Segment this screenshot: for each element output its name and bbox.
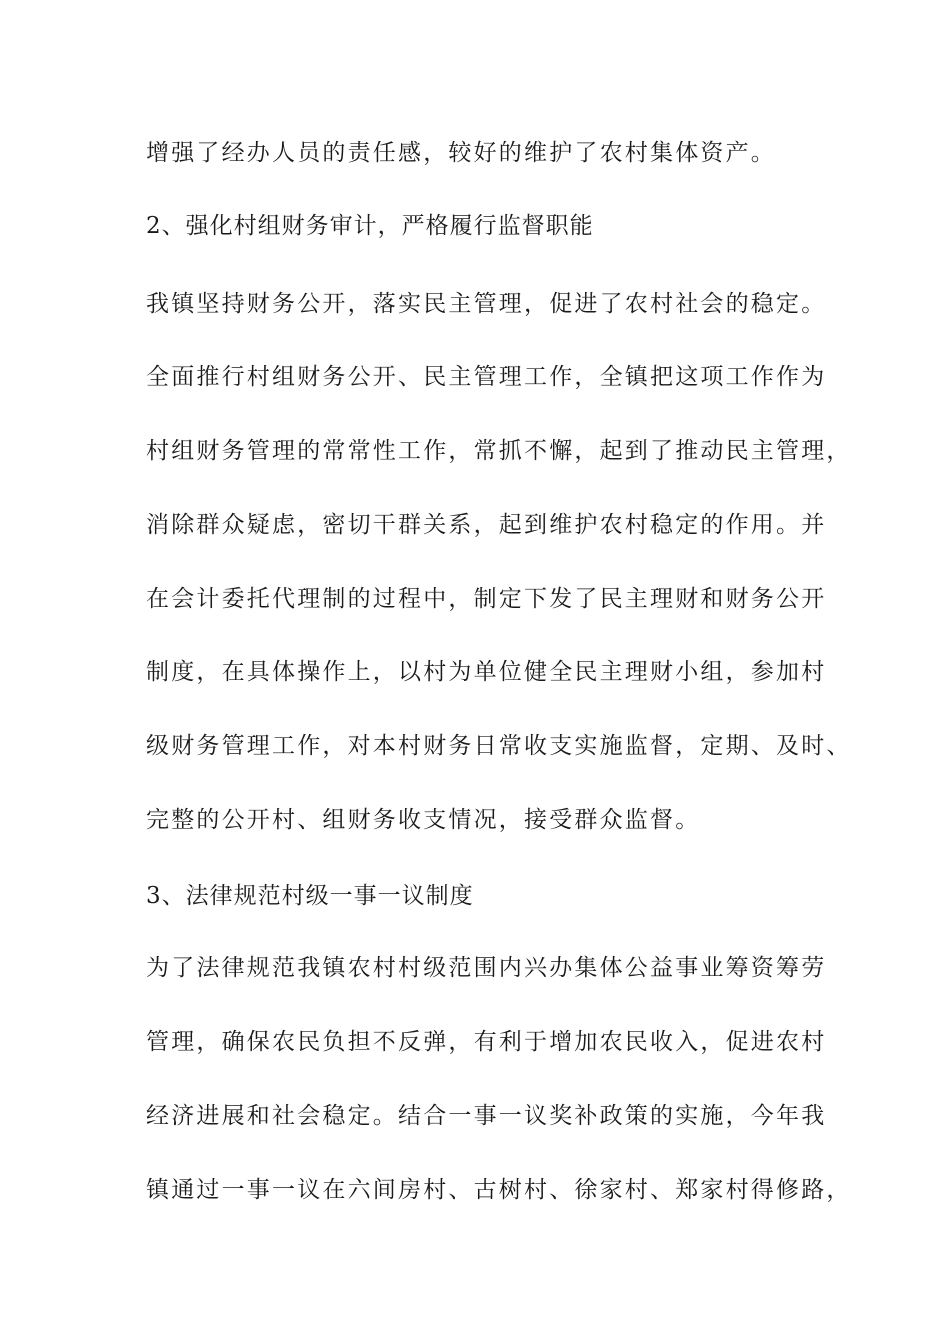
paragraph-line: 在会计委托代理制的过程中，制定下发了民主理财和财务公开 [146, 586, 827, 612]
paragraph-line: 增强了经办人员的责任感，较好的维护了农村集体资产。 [146, 140, 776, 166]
paragraph-line: 为了法律规范我镇农村村级范围内兴办集体公益事业筹资筹劳 [146, 955, 827, 981]
paragraph-line: 消除群众疑虑，密切干群关系，起到维护农村稳定的作用。并 [146, 512, 827, 538]
paragraph-line: 我镇坚持财务公开，落实民主管理，促进了农村社会的稳定。 [146, 291, 827, 317]
section-heading: 2、强化村组财务审计，严格履行监督职能 [146, 213, 594, 239]
paragraph-line: 完整的公开村、组财务收支情况，接受群众监督。 [146, 807, 701, 833]
paragraph-line: 全面推行村组财务公开、民主管理工作，全镇把这项工作作为 [146, 364, 827, 390]
paragraph-line: 经济进展和社会稳定。结合一事一议奖补政策的实施，今年我 [146, 1103, 827, 1129]
paragraph-line: 镇通过一事一议在六间房村、古树村、徐家村、郑家村得修路， [146, 1177, 852, 1203]
paragraph-line: 管理，确保农民负担不反弹，有利于增加农民收入，促进农村 [146, 1029, 827, 1055]
paragraph-line: 级财务管理工作，对本村财务日常收支实施监督，定期、及时、 [146, 733, 852, 759]
paragraph-line: 制度，在具体操作上，以村为单位健全民主理财小组，参加村 [146, 659, 827, 685]
paragraph-line: 村组财务管理的常常性工作，常抓不懈，起到了推动民主管理， [146, 438, 852, 464]
section-heading: 3、法律规范村级一事一议制度 [146, 883, 474, 909]
